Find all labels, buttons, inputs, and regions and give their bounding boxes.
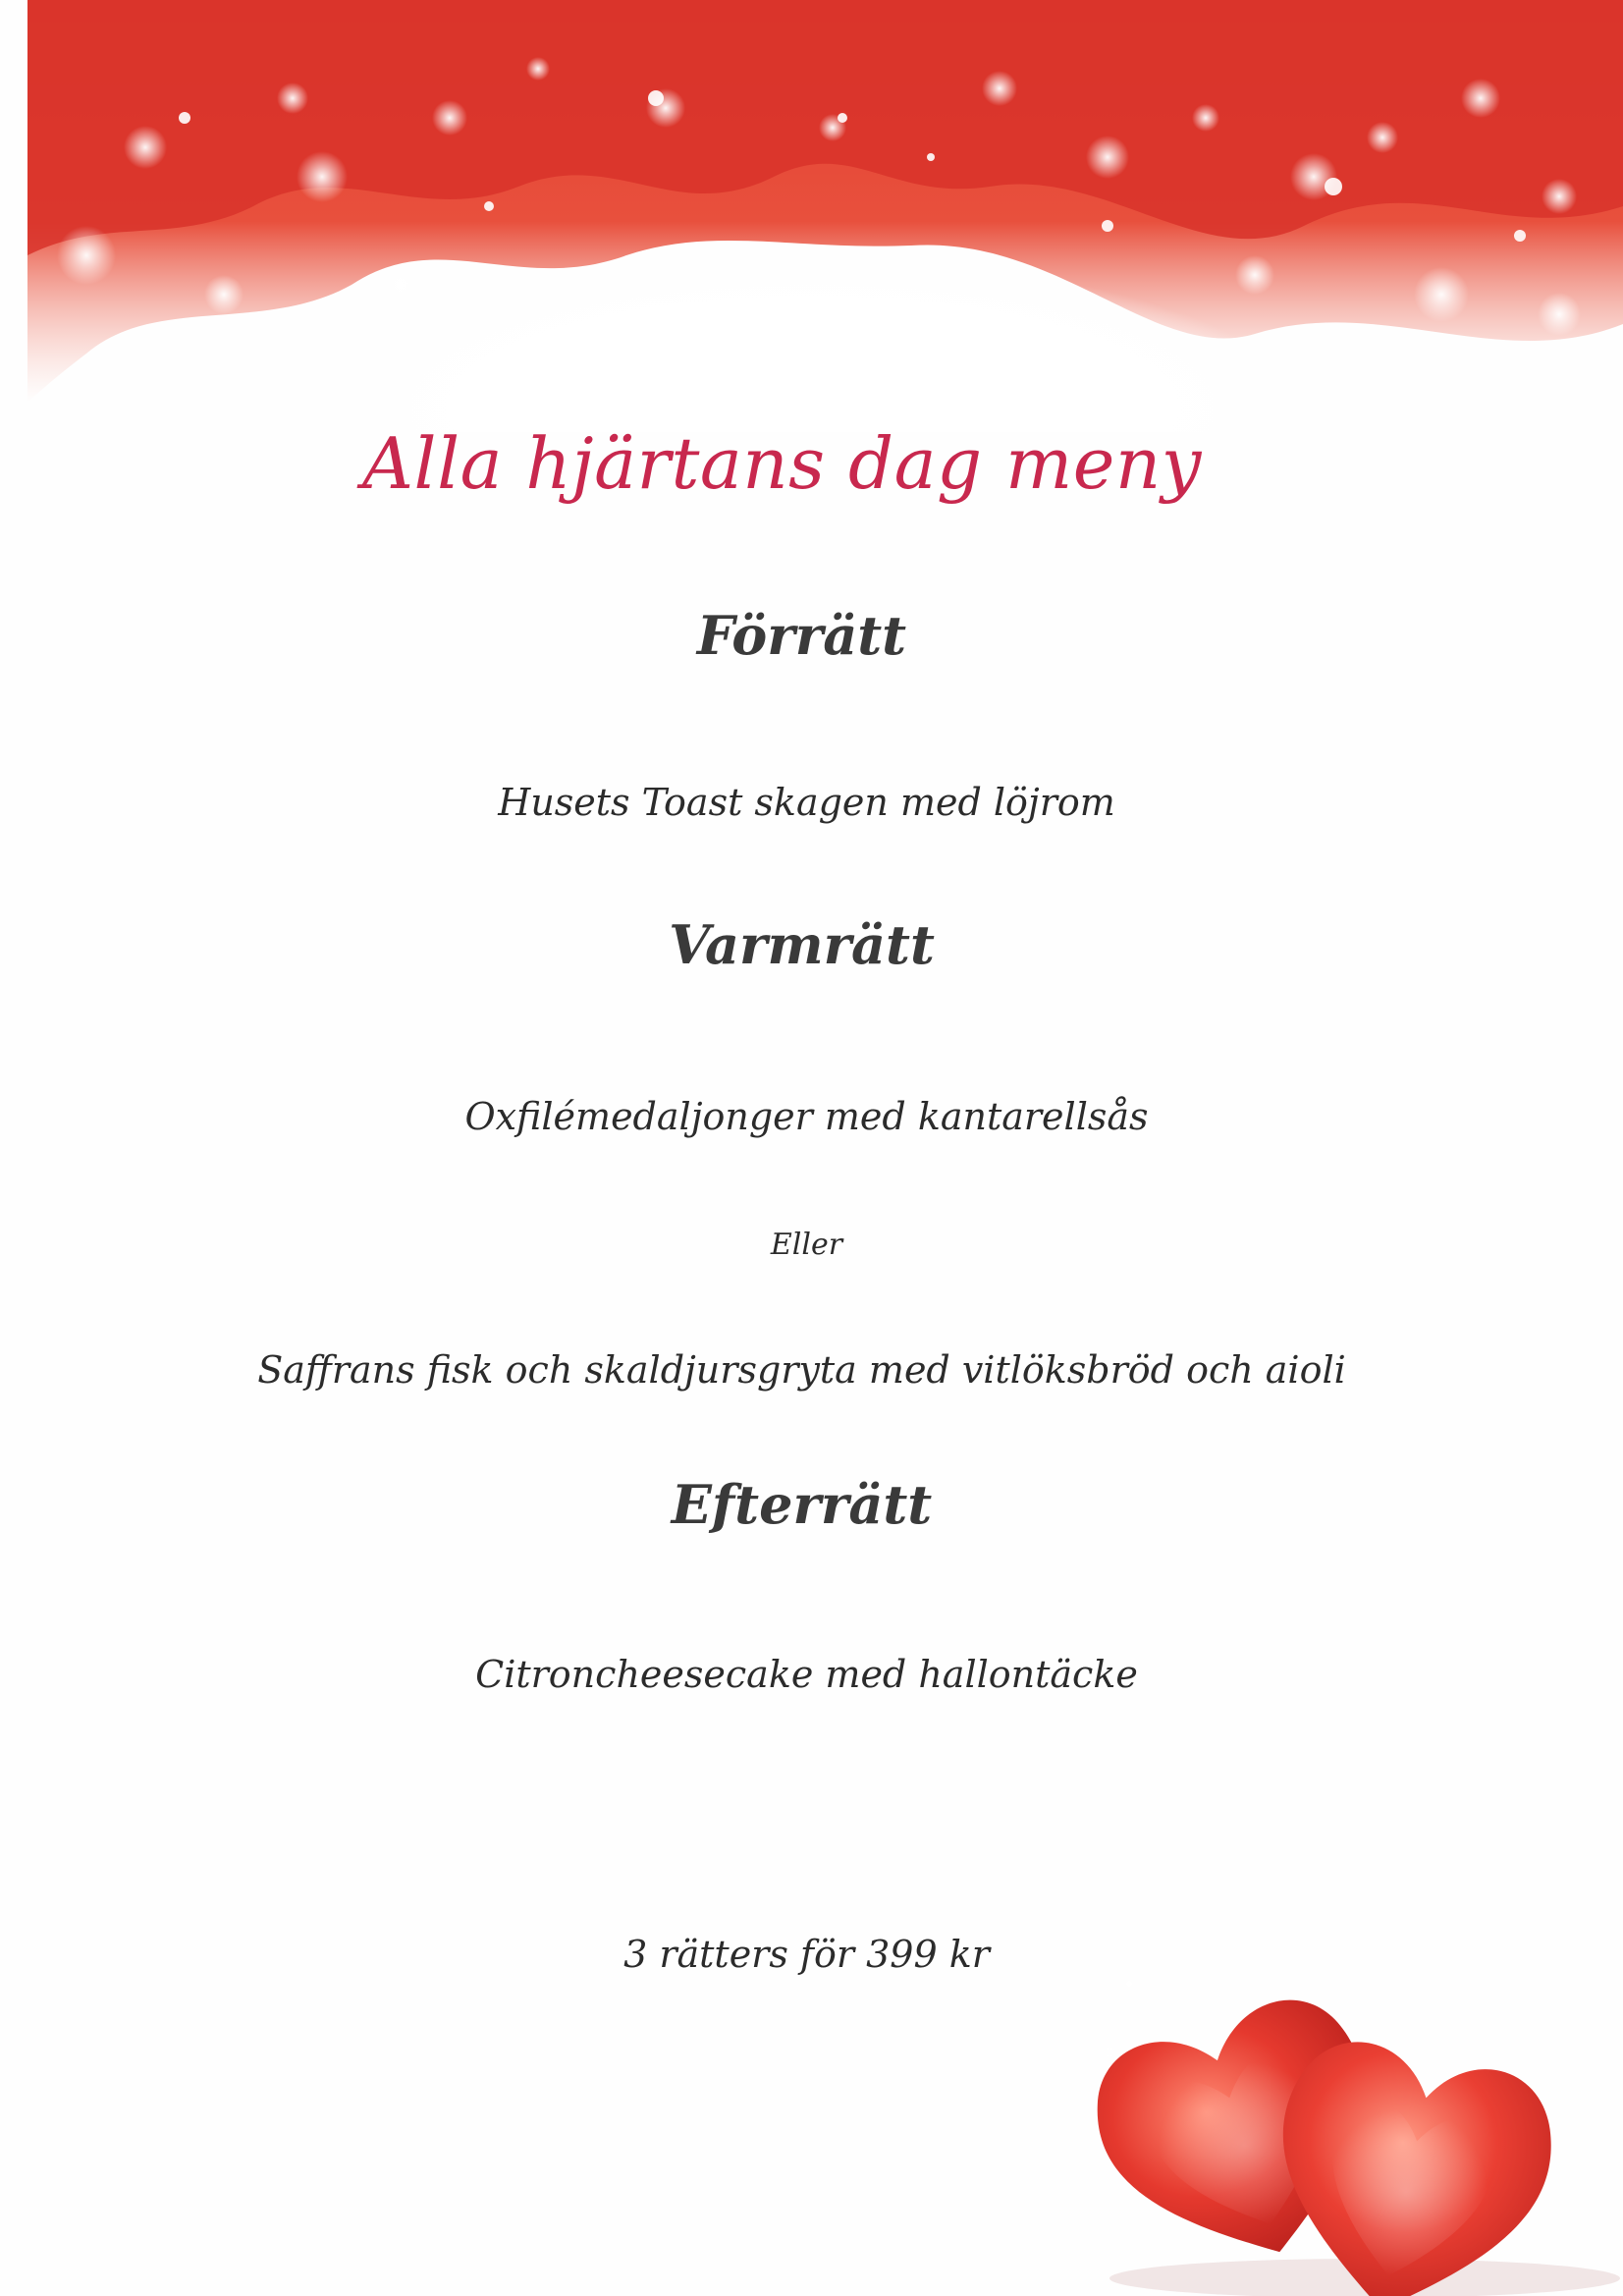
menu-price: 3 rätters för 399 kr — [623, 1933, 990, 1976]
menu-title: Alla hjärtans dag meny — [362, 422, 1202, 505]
section-heading-efterratt: Efterrätt — [671, 1473, 933, 1536]
dish-item: Oxfilémedaljonger med kantarellsås — [464, 1095, 1149, 1138]
dish-item: Citroncheesecake med hallontäcke — [475, 1653, 1138, 1696]
red-sparkle-banner — [27, 0, 1623, 432]
section-heading-varmratt: Varmrätt — [669, 913, 935, 976]
section-heading-forratt: Förrätt — [696, 604, 907, 667]
dish-item: Saffrans fisk och skaldjursgryta med vitlöksbröd och aioli — [257, 1348, 1346, 1392]
dish-separator: Eller — [770, 1228, 843, 1262]
two-hearts-icon — [1041, 1944, 1623, 2296]
dish-item: Husets Toast skagen med löjrom — [498, 781, 1115, 824]
